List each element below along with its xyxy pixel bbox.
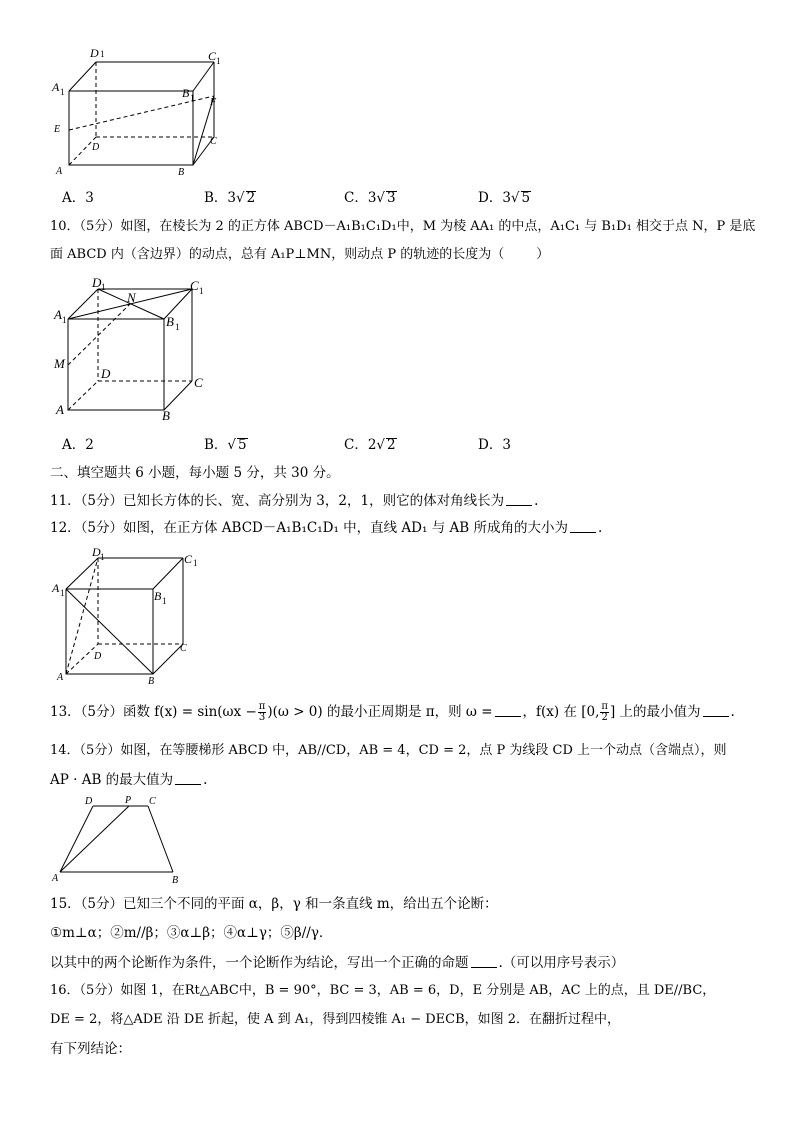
label-a: A <box>56 166 63 177</box>
label-b1-sub: 1 <box>162 596 167 606</box>
label-b1-sub: 1 <box>190 93 195 103</box>
label-b1-sub: 1 <box>175 322 180 332</box>
figure-cuboid-ef <box>50 44 230 184</box>
label-f: F <box>210 97 217 108</box>
label-b: B <box>172 875 179 886</box>
q10-option-d: D．3 <box>478 437 511 453</box>
section-2-heading: 二、填空题共 6 小题，每小题 5 分，共 30 分。 <box>50 465 340 481</box>
q13: 13．（5分）函数 f(x) = sin(ωx − $\frac{\pi}{3}$ )(ω > 0) 的最小正周期是 π，则 ω = ，f(x) 在 [0, $\frac{\pi}{2}$ ] 上的最小值为 . <box>50 701 735 723</box>
label-c: C <box>194 375 203 390</box>
label-b: B <box>178 167 185 178</box>
q16-line-1: 16．（5分）如图 1，在Rt△ABC中，B = 90°，BC = 3，AB = 6，D，E 分别是 AB，AC 上的点，且 DE//BC， <box>50 983 716 998</box>
label-c: C <box>149 796 156 807</box>
label-a1-sub: 1 <box>60 87 65 97</box>
q11: 11．（5分）已知长方体的长、宽、高分别为 3，2，1，则它的体对角线长为 . <box>50 493 539 509</box>
label-d: D <box>85 796 93 807</box>
figure-cube-ad1 <box>50 544 220 690</box>
q12: 12．（5分）如图，在正方体 ABCD－A₁B₁C₁D₁ 中，直线 AD₁ 与 AB 所成角的大小为 . <box>50 520 603 536</box>
label-a1: A <box>52 581 60 595</box>
q9-option-a: A．3 <box>62 190 94 206</box>
q10-option-a: A．2 <box>62 437 94 453</box>
label-d1-sub: 1 <box>100 552 105 562</box>
label-d: D <box>92 142 100 153</box>
label-a: A <box>56 402 64 417</box>
q14-line-2: AP · AB 的最大值为 . <box>50 772 208 788</box>
label-a1-sub: 1 <box>62 315 67 325</box>
label-n: N <box>127 290 136 305</box>
q15-line-3: 以其中的两个论断作为条件，一个论断作为结论，写出一个正确的命题 .（可以用序号表示） <box>50 955 625 971</box>
label-d1: D <box>92 275 102 290</box>
label-b: B <box>162 408 170 423</box>
label-c1: C <box>208 49 217 63</box>
label-b1: B <box>154 589 162 603</box>
label-d: D <box>94 651 102 662</box>
label-a: A <box>57 672 64 683</box>
label-d1: D <box>90 46 99 60</box>
q10-option-c: C．2√ 2 <box>344 437 396 453</box>
figure-cube-mn <box>50 276 220 426</box>
label-e: E <box>54 124 61 135</box>
figure-trapezoid <box>50 794 190 886</box>
label-c1-sub: 1 <box>193 558 198 568</box>
q10-line-2: 面 ABCD 内（含边界）的动点，总有 A₁P⊥MN，则动点 P 的轨迹的长度为（ ） <box>50 247 550 262</box>
q9-option-c: C．3√ 3 <box>344 190 396 206</box>
q16-line-2: DE = 2，将△ADE 沿 DE 折起，使 A 到 A₁，得到四棱锥 A₁ − DECB，如图 2．在翻折过程中， <box>50 1012 621 1027</box>
q10-line-1: 10．（5分）如图，在棱长为 2 的正方体 ABCD－A₁B₁C₁D₁中，M 为棱 AA₁ 的中点，A₁C₁ 与 B₁D₁ 相交于点 N，P 是底 <box>50 219 756 234</box>
q16-line-3: 有下列结论： <box>50 1041 131 1057</box>
label-p: P <box>125 795 132 806</box>
label-a1: A <box>52 80 60 94</box>
label-c: C <box>210 136 217 147</box>
fraction-pi-2: $\frac{\pi}{2}$ <box>601 701 608 723</box>
label-a1: A <box>54 307 62 322</box>
q15-line-1: 15．（5分）已知三个不同的平面 α，β，γ 和一条直线 m，给出五个论断： <box>50 896 498 912</box>
label-b: B <box>148 676 155 687</box>
label-b1: B <box>166 314 174 329</box>
label-d1-sub: 1 <box>101 282 106 292</box>
label-c1: C <box>184 552 193 566</box>
label-d1-sub: 1 <box>100 49 105 59</box>
fraction-pi-3: $\frac{\pi}{3}$ <box>258 701 266 723</box>
q15-line-2: ①m⊥α；②m//β；③α⊥β；④α⊥γ；⑤β//γ． <box>50 925 333 941</box>
q10-option-b: B．√ 5 <box>204 437 247 453</box>
label-a1-sub: 1 <box>60 588 65 598</box>
label-b1: B <box>182 86 190 100</box>
label-d: D <box>101 366 111 381</box>
label-c: C <box>180 643 187 654</box>
label-c1-sub: 1 <box>216 56 221 66</box>
label-c1-sub: 1 <box>199 286 204 296</box>
label-d1: D <box>92 545 101 559</box>
label-c1: C <box>190 278 199 293</box>
q9-option-d: D．3√ 5 <box>478 190 531 206</box>
label-a: A <box>52 873 59 884</box>
q9-option-b: B．3√ 2 <box>204 190 256 206</box>
q14-line-1: 14．（5分）如图，在等腰梯形 ABCD 中，AB//CD，AB = 4，CD = 2，点 P 为线段 CD 上一个动点（含端点），则 <box>50 743 727 758</box>
label-m: M <box>54 356 65 371</box>
